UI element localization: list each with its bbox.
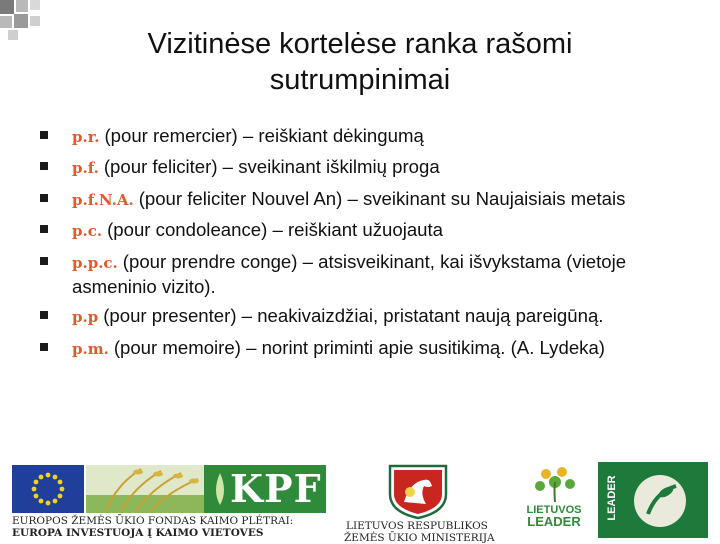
square-bullet-icon	[40, 257, 48, 265]
leader-vertical-text: LEADER	[606, 475, 618, 521]
ministry-text-line-1: LIETUVOS RESPUBLIKOS	[346, 520, 488, 532]
list-item	[40, 155, 680, 180]
abbreviation: p.m.	[72, 339, 109, 358]
leaf-icon	[208, 471, 232, 507]
eu-fund-text-line-1: EUROPOS ŽEMĖS ŪKIO FONDAS KAIMO PLĖTRAI:	[12, 515, 294, 527]
lietuvos-leader-line-2: LEADER	[527, 514, 581, 529]
footer-logos	[0, 460, 720, 544]
kpf-logo	[204, 465, 326, 513]
abbreviation: p.p.c.	[72, 253, 118, 272]
leader-emblem-icon	[620, 470, 700, 532]
item-text: (pour presenter) – neakivaizdžiai, pristatant naują pareigūną.	[103, 305, 604, 327]
lietuvos-leader-text	[514, 504, 594, 528]
item-text: (pour feliciter) – sveikinant iškilmių proga	[103, 156, 440, 178]
eu-flag-background	[12, 465, 84, 513]
list-item	[40, 304, 680, 329]
eu-fund-text-line-2: EUROPA INVESTUOJA Į KAIMO VIETOVES	[12, 527, 264, 539]
kpf-logo-text: KPF	[230, 466, 322, 511]
abbreviation-list	[40, 124, 680, 367]
list-item	[40, 218, 680, 243]
abbreviation: p.f.	[72, 159, 99, 178]
abbreviation: p.p	[72, 308, 99, 327]
wheat-field-icon	[86, 465, 204, 513]
lithuania-coat-of-arms-icon	[384, 464, 452, 520]
item-text: (pour prendre conge) – atsisveikinant, kai išvykstama (vietoje asmeninio vizito).	[72, 250, 627, 298]
lietuvos-leader-line-1: LIETUVOS	[526, 504, 582, 516]
leader-logo	[598, 462, 708, 538]
item-text: (pour condoleance) – reiškiant užuojauta	[107, 219, 444, 241]
lietuvos-leader-logo	[526, 464, 584, 504]
title-line-2: sutrumpinimai	[269, 64, 451, 96]
list-item	[40, 250, 680, 299]
item-text: (pour memoire) – norint priminti apie susitikimą. (A. Lydeka)	[113, 336, 605, 358]
abbreviation: p.r.	[72, 128, 100, 146]
list-item	[40, 336, 680, 361]
square-bullet-icon	[40, 194, 48, 202]
square-bullet-icon	[40, 162, 48, 170]
item-text: (pour feliciter Nouvel An) – sveikinant su Naujaisiais metais	[138, 187, 626, 209]
square-bullet-icon	[40, 311, 48, 319]
square-bullet-icon	[40, 131, 48, 139]
abbreviation: p.f.N.A.	[72, 190, 134, 209]
eu-flag-logo	[12, 465, 84, 513]
ministry-text-line-2: ŽEMĖS ŪKIO MINISTERIJA	[344, 532, 495, 544]
list-item	[40, 124, 680, 149]
corner-decoration	[0, 0, 60, 50]
abbreviation: p.c.	[72, 222, 103, 241]
list-item	[40, 187, 680, 212]
item-text: (pour remercier) – reiškiant dėkingumą	[104, 125, 424, 146]
square-bullet-icon	[40, 343, 48, 351]
square-bullet-icon	[40, 225, 48, 233]
page-title	[80, 26, 640, 98]
title-line-1: Vizitinėse kortelėse ranka rašomi	[147, 28, 573, 60]
